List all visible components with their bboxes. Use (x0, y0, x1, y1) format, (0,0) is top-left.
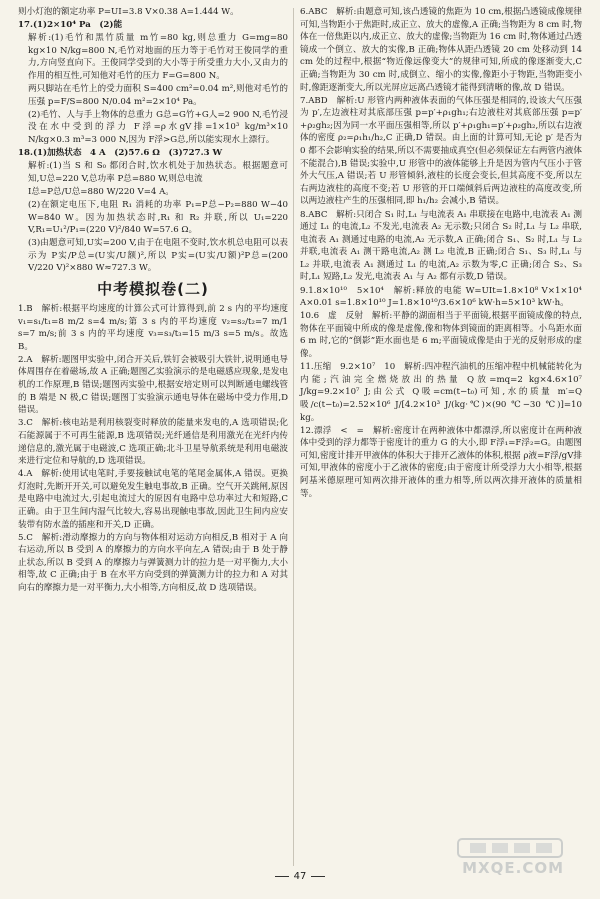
page-number-rule-right (311, 876, 325, 877)
column-divider (293, 8, 294, 866)
q17-explanation-3: (2)毛竹、人与手上物体的总重力 G总=G竹+G人=2 900 N,毛竹浸没在水中受到的浮力 F浮=ρ水gV排=1×10³ kg/m³×10 N/kg×0.3 m³=3 000 N,因为 F浮>G总,所以能实现水上漂行。 (28, 109, 288, 145)
section-title: 中考模拟卷(二) (97, 279, 209, 298)
right-column (300, 6, 582, 501)
mock-q1: 1.B 解析:根据平均速度的计算公式可计算得到,前 2 s 内的平均速度 v₁=s₁/t₁=8 m/2 s=4 m/s;第 3 s 内的平均速度 v₂=s₂/t₂=7 m/1 s=7 m/s;前 3 s 内的平均速度 v₃=s₃/t₃=15 m/3 s=5 m/s。故选 B。 (18, 303, 288, 352)
mock-q4: 4.A 解析:使用试电笔时,手要接触试电笔的笔尾金属体,A 错误。更换灯泡时,先断开开关,可以避免发生触电事故,B 正确。空气开关跳闸,原因是电路中电流过大,引起电流过大的原因有电路中总功率过大和短路,C 正确。由于卫生间内湿气比较大,容易出现触电事故,因此卫生间内应安装带有防水盖的插座和开关,D 正确。 (18, 469, 288, 530)
q18-answer: 18.(1)加热状态 4 A (2)57.6 Ω (3)727.3 W (18, 148, 223, 159)
mock-q9: 9.1.8×10¹⁰ 5×10⁴ 解析:释放的电能 W=UIt=1.8×10⁸ V×1×10⁴ A×0.01 s=1.8×10¹⁰ J=1.8×10¹⁰/3.6×10⁶ kW·h=5×10³ kW·h。 (300, 285, 582, 309)
mock-q10: 10.6 虚 反射 解析:平静的湖面相当于平面镜,根据平面镜成像的特点,物体在平面镜中所成的像是虚像,像和物体到镜面的距离相等。小鸟距水面 6 m 时,它的“倒影”距水面也是 6 m;平面镜成像是由于光的反射形成的虚像。 (300, 311, 582, 360)
q18-explanation-2: (2)在额定电压下,电阻 R₁ 消耗的功率 P₁=P总−P₂=880 W−40 W=840 W。因为加热状态时,R₁ 和 R₂ 并联,所以 U₁=220 V,R₁=U₁²/P₁=(220 V)²/840 W=57.6 Ω。 (28, 199, 288, 236)
watermark-text: MXQE.COM (462, 859, 564, 877)
page-number-text: 47 (293, 871, 307, 882)
page-number-rule-left (275, 876, 289, 877)
q18-explanation-3: (3)由题意可知,U实=200 V,由于在电阻不变时,饮水机总电阻可以表示为 P实/P总=(U实/U额)²,所以 P实=(U实/U额)²P总=(200 V/220 V)²×880 W≈727.3 W。 (28, 238, 288, 274)
q17-answer: 17.(1)2×10⁴ Pa (2)能 (18, 20, 123, 31)
mock-q5: 5.C 解析:滑动摩擦力的方向与物体相对运动方向相反,B 相对于 A 向右运动,所以 B 受到 A 的摩擦力的方向水平向左,A 错误;由于 B 处于静止状态,所以 B 受到 A 的摩擦力与弹簧测力计的拉力是一对平衡力,大小相等,故 C 正确;由于 B 在水平方向受到的弹簧测力计的拉力和 A 对其向右的摩擦力是一对平衡力,大小相等,方向相反,故 D 选项错误。 (18, 532, 288, 594)
q18-formula-current: I总=P总/U总=880 W/220 V=4 A。 (28, 186, 174, 197)
q18-explanation-1: 解析:(1)当 S 和 S₀ 都闭合时,饮水机处于加热状态。根据题意可知,U总=220 V,总功率 P总=880 W,则总电流 (28, 161, 288, 184)
left-paragraph-1: 则小灯泡的额定功率 P=UI=3.8 V×0.38 A=1.444 W。 (18, 7, 239, 17)
mock-q6: 6.ABC 解析:由题意可知,该凸透镜的焦距为 10 cm,根据凸透镜成像规律可知,当物距小于焦距时,成正立、放大的虚像,A 正确;当物距为 8 cm 时,物体在一倍焦距以内,成正立、放大的虚像;当物距为 16 cm 时,物体通过凸透镜成一个倒立、放大的实像,B 正确;物体从距凸透镜 20 cm 处移动到 14 cm 处的过程中,根据“物近像远像变大”的规律可知,所成的像逐渐变大,C 正确;当物距为 30 cm 时,成倒立、缩小的实像,像距小于物距,当物距变小时,像距逐渐变大,所以光屏应远离凸透镜才能得到清晰的像,故 D 错误。 (300, 7, 582, 93)
watermark-logo (434, 837, 584, 881)
mock-q2: 2.A 解析:题图甲实验中,闭合开关后,铁钉会被吸引大铁针,说明通电导体周围存在着磁场,故 A 正确;题图乙实验演示的是电磁感应现象,是发电机的工作原理,B 错误;题图丙实验中,根据安培定则可以判断通电螺线管的 B 端是 N 极,C 错误;题图丁实验演示通电导体在磁场中受力作用,D 错误。 (18, 354, 288, 416)
q17-explanation-1: 解析:(1)毛竹和黑竹质量 m竹=80 kg,则总重力 G=mg=80 kg×10 N/kg=800 N,毛竹对地面的压力等于毛竹对王俊同学的重力,方向竖直向下。王俊同学受到的大小等于所受重力大小,又由力的作用的相互性,可知他对毛竹的压力 F=G=800 N。 (28, 33, 288, 81)
mock-q12: 12.漂浮 < = 解析:密度计在两种液体中都漂浮,所以密度计在两种液体中受到的浮力都等于密度计的重力 G 的大小,即 F浮₁=F浮₂=G。由题图可知,密度计排开甲液体的体积大于排开乙液体的体积,根据 ρ液=F浮/gV排 可知,甲液体的密度小于乙液体的密度;由于密度计所受浮力大小相等,根据阿基米德原理可知两次排开液体的重力相等,所以两次排开液体的质量相等。 (300, 425, 582, 499)
mock-q11: 11.压缩 9.2×10⁷ 10 解析:四冲程汽油机的压缩冲程中机械能转化为内能;汽油完全燃烧放出的热量 Q放=mq=2 kg×4.6×10⁷ J/kg=9.2×10⁷ J;由公式 Q吸=cm(t−t₀)可知,水的质量 m′=Q吸/c(t−t₀)=2.52×10⁶ J/[4.2×10³ J/(kg·℃)×(90 ℃−30 ℃)]=10 kg。 (300, 362, 582, 423)
q17-explanation-2: 两只脚站在毛竹上的受力面积 S=400 cm²=0.04 m²,则他对毛竹的压强 p=F/S=800 N/0.04 m²=2×10⁴ Pa。 (28, 84, 288, 107)
left-column (18, 6, 288, 595)
mock-q3: 3.C 解析:核电站是利用核裂变时释放的能量来发电的,A 选项错误;化石能源属于不可再生能源,B 选项错误;光纤通信是利用激光在光纤内传递信息的,激光属于电磁波,C 选项正确;北斗卫星导航系统是利用电磁波来进行定位和导航的,D 选项错误。 (18, 418, 288, 467)
mock-q7: 7.ABD 解析:U 形管内两种液体表面的气体压强是相同的,设该大气压强为 p′,左边液柱对其底部压强 p=p′+ρ₁gh₁;右边液柱对其底部压强 p=p′+ρ₂gh₂;因为同一水平面压强相等,所以 p′+ρ₁gh₁=p′+ρ₂gh₂,所以右边液体的密度 ρ₂=ρ₁h₁/h₂,C 正确,D 错误。由上面的计算可知,无论 p′ 是否为 0 都不会影响实验的结果,所以不需要抽成真空(但必须保证左右两管内液体不能混合),B 错误;实验中,U 形管中的液体能够上升是因为管内气压小于管外大气压,A 错误;若 U 形管倾斜,液柱的长度会变长,但其高度不变,所以左右两边液柱的高度不变;若 U 形管的开口端倾斜后两边液柱的高度改变,所以两边液柱产生的压强相同,即 h₁/h₂ 会减小,B 错误。 (300, 95, 582, 207)
mock-q8: 8.ABC 解析:只闭合 S₁ 时,L₁ 与电流表 A₁ 串联接在电路中,电流表 A₁ 测通过 L₁ 的电流,L₂ 不发光,电流表 A₂ 无示数;只闭合 S₂ 时,L₁ 与 L₂ 串联,电流表 A₁ 测通过电路的电流,A₂ 无示数,A 正确;闭合 S₁、S₂ 时,L₁ 与 L₂ 并联,电流表 A₁ 测干路电流,A₂ 测 L₂ 电流,B 正确;闭合 S₁、S₃ 时,L₁ 与 L₂ 并联,电流表 A₁ 测通过 L₁ 的电流,A₂ 示数为零,C 正确;闭合 S₂、S₃ 时,L₁ 短路,L₂ 发光,电流表 A₁ 与 A₂ 都有示数,D 错误。 (300, 209, 582, 283)
